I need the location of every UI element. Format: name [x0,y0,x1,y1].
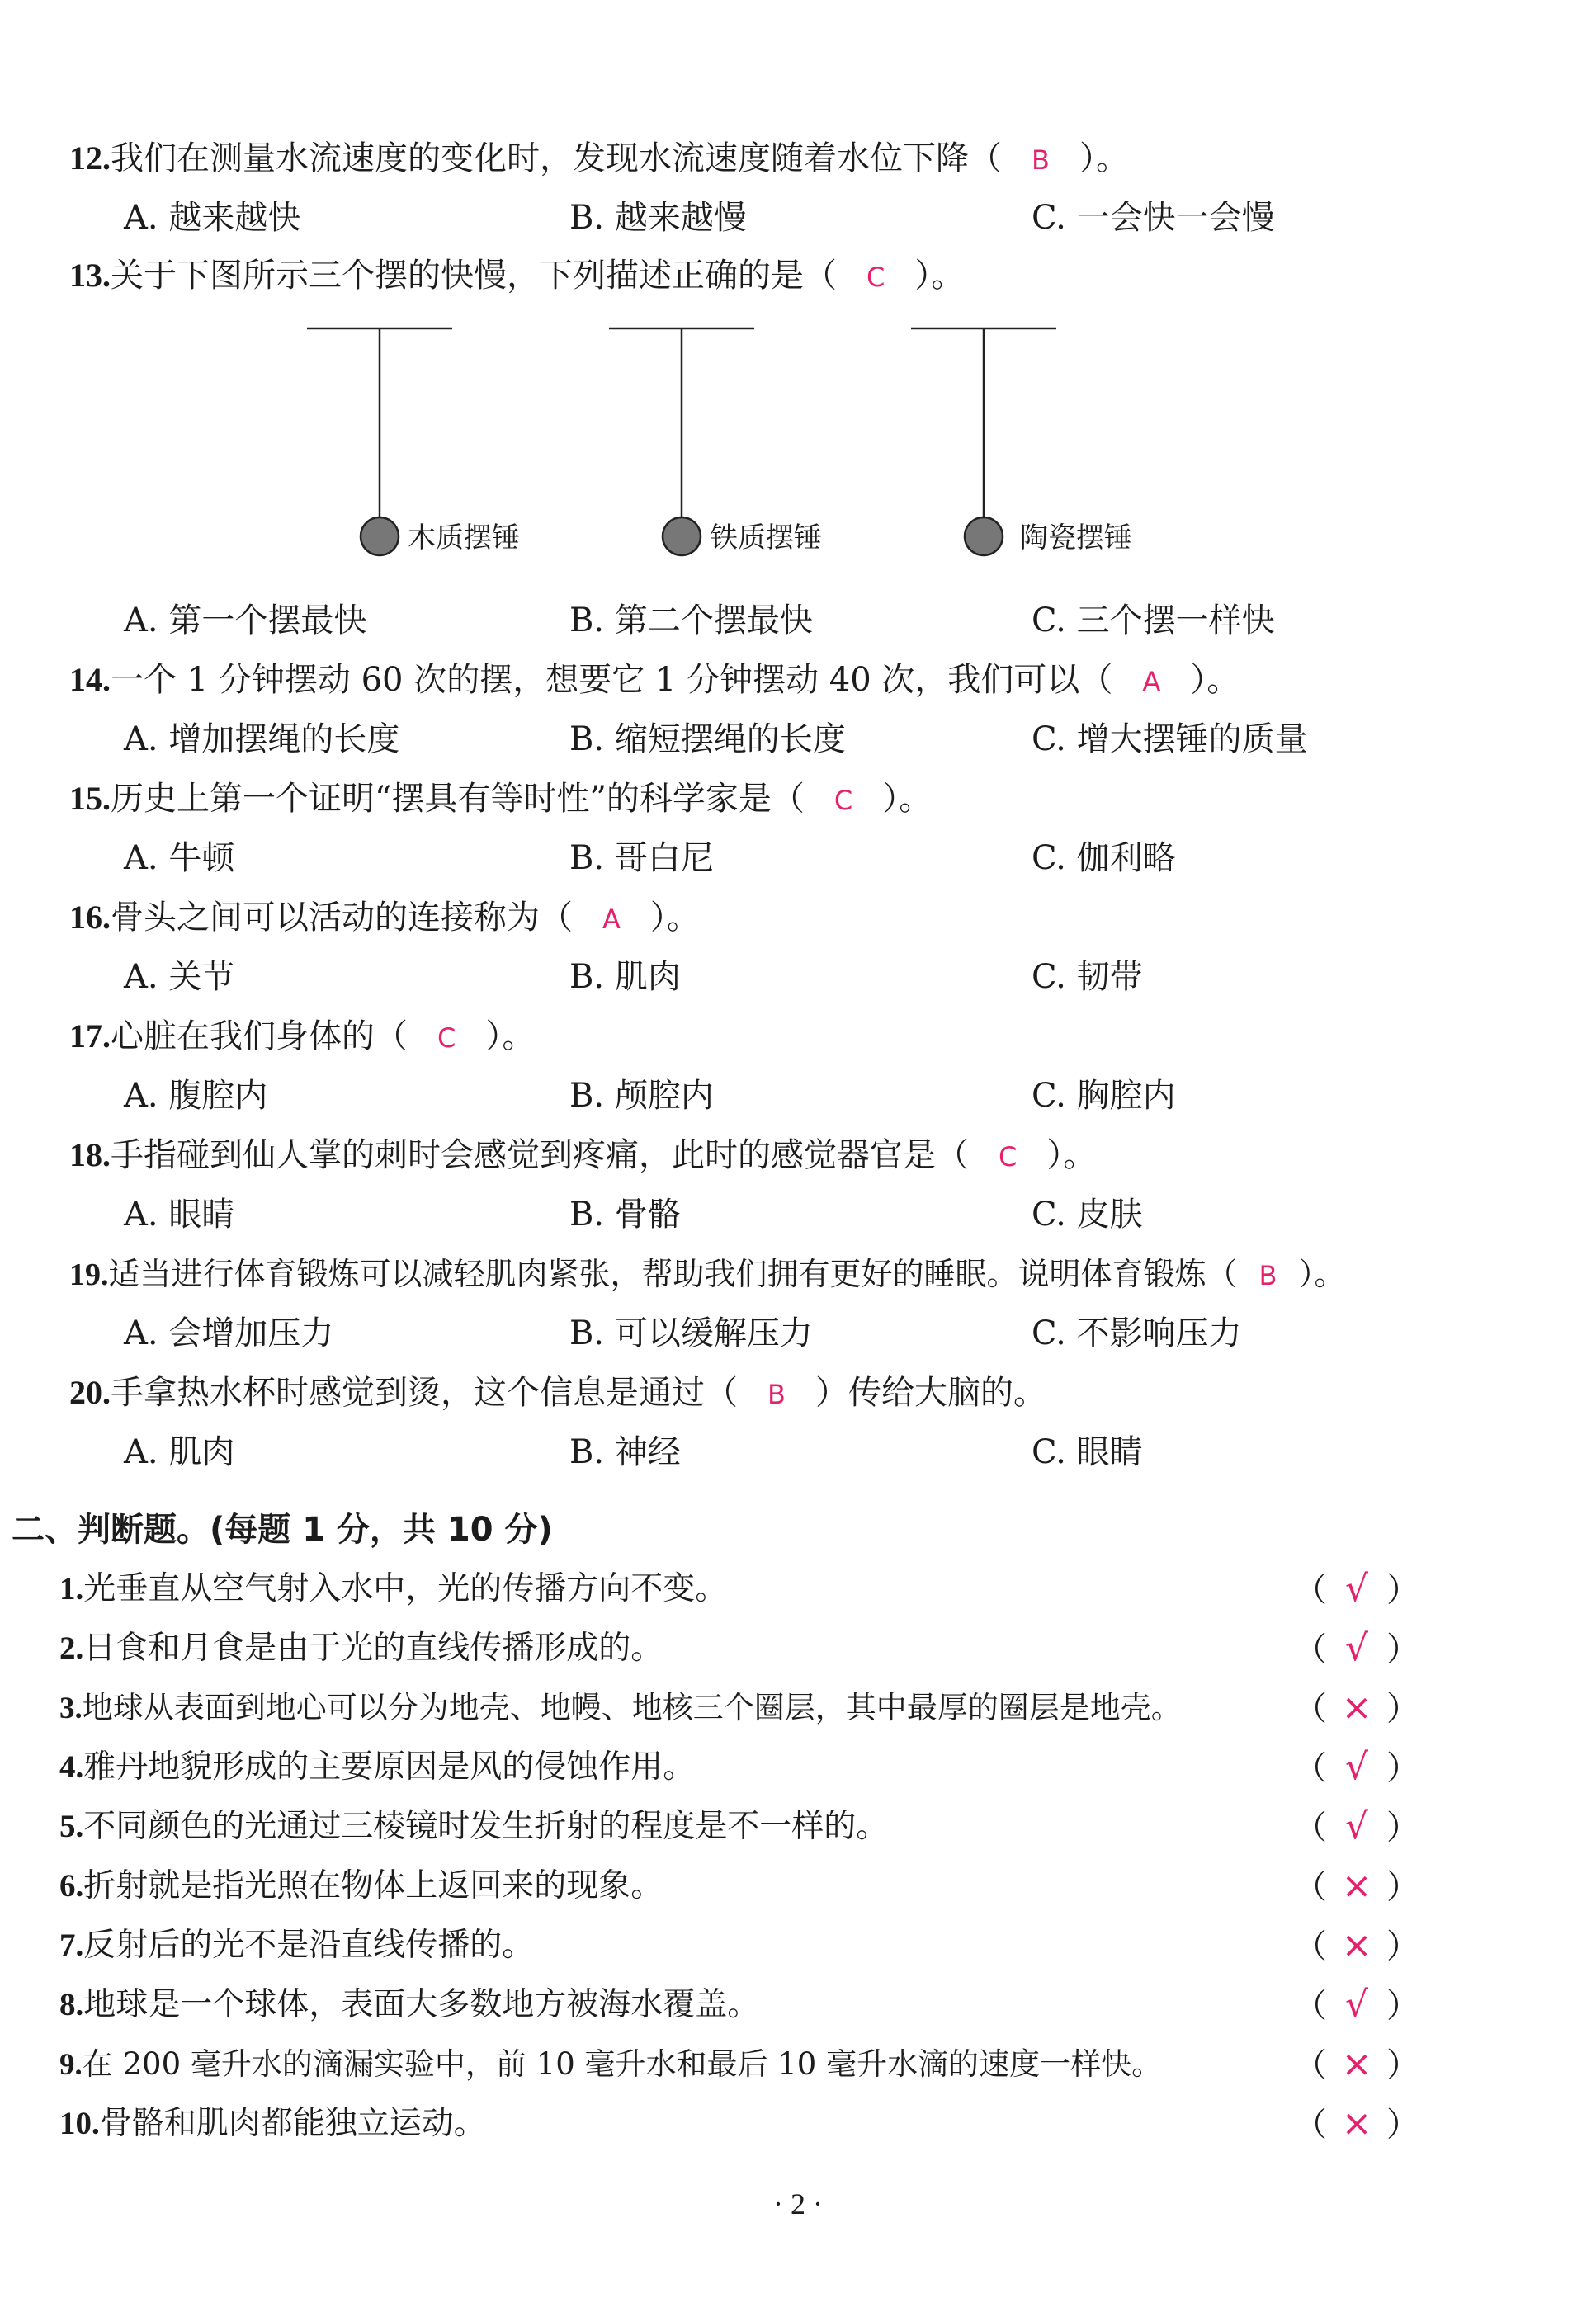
option-c: C. 胸腔内 [1032,1077,1176,1115]
tf-number: 7. [59,1928,84,1963]
option-a: A. 肌肉 [124,1433,235,1471]
tf-mark-2 [1294,1626,1419,1673]
tf-text: 折射就是指光照在物体上返回来的现象。 [83,1867,663,1904]
paren-close: ） [1386,2046,1419,2084]
option-a: A. 关节 [124,958,235,996]
option-c: C. 皮肤 [1032,1196,1143,1234]
cross-mark-icon: × [1341,2043,1372,2085]
cross-mark-icon: × [1341,1865,1372,1907]
answer-mark: A [602,904,621,935]
question-number: 15. [69,780,111,817]
question-text-end: ）。 [914,257,965,295]
paren-open: （ [1294,1749,1327,1787]
tf-item-8 [59,1982,759,2028]
question-18 [69,1132,1096,1180]
question-text-end: ）。 [485,1017,536,1055]
tf-number: 1. [59,1571,84,1607]
question-14 [69,657,1239,705]
pendulum-2-bob [663,517,701,555]
tf-item-7 [59,1923,534,1969]
paren-close: ） [1386,1809,1419,1847]
question-text-end: ）。 [1046,1136,1097,1174]
paren-close: ） [1386,1749,1419,1787]
question-number: 18. [69,1136,111,1173]
question-text-end: ）。 [882,780,933,818]
option-b: B. 哥白尼 [569,839,714,877]
question-16 [69,894,700,942]
tf-text: 地球是一个球体，表面大多数地方被海水覆盖。 [83,1986,760,2023]
option-b: B. 缩短摆绳的长度 [569,720,846,758]
tf-item-9 [59,2041,1162,2088]
option-c: C. 增大摆锤的质量 [1032,720,1308,758]
paren-close: ） [1386,2106,1419,2144]
tf-mark-4 [1294,1744,1419,1791]
tf-item-6 [59,1863,663,1909]
paren-open: （ [1294,1987,1327,2025]
option-c: C. 三个摆一样快 [1032,602,1275,639]
question-text: 我们在测量水流速度的变化时，发现水流速度随着水位下降（ [111,139,1002,177]
question-number: 16. [69,899,111,936]
tf-text: 不同颜色的光通过三棱镜时发生折射的程度是不一样的。 [83,1808,889,1845]
option-a: A. 越来越快 [124,199,301,237]
question-number: 19. [69,1258,109,1292]
question-number: 12. [69,139,111,177]
option-b: B. 神经 [569,1433,681,1471]
tf-item-10 [59,2101,486,2147]
tf-mark-10 [1294,2101,1419,2148]
option-a: A. 眼睛 [124,1196,235,1234]
option-a: A. 第一个摆最快 [124,602,367,639]
question-17 [69,1013,535,1061]
pendulum-1-bob [361,517,399,555]
pendulum-figure [0,0,1596,594]
option-b: B. 越来越慢 [569,199,747,237]
answer-mark: B [767,1379,786,1410]
question-15 [69,776,932,823]
answer-mark: C [437,1022,456,1054]
question-text-end: ）。 [649,899,700,937]
question-text: 手指碰到仙人掌的刺时会感觉到疼痛，此时的感觉器官是（ [111,1136,969,1174]
paren-open: （ [1294,1571,1327,1609]
tf-mark-9 [1294,2041,1419,2088]
tf-number: 4. [59,1749,84,1785]
question-text-end: ）。 [1079,139,1129,177]
tf-item-5 [59,1804,888,1850]
tf-number: 9. [59,2048,83,2082]
section-heading: 二、判断题。(每题 1 分，共 10 分) [12,1511,553,1549]
option-b: B. 骨骼 [569,1196,681,1234]
question-text: 关于下图所示三个摆的快慢，下列描述正确的是（ [111,257,837,295]
option-c: C. 眼睛 [1032,1433,1143,1471]
option-a: A. 增加摆绳的长度 [124,720,400,758]
question-19 [69,1251,1345,1299]
page-number: · 2 · [773,2187,823,2220]
tf-number: 2. [59,1630,84,1666]
question-text: 历史上第一个证明“摆具有等时性”的科学家是（ [111,780,805,818]
option-b: B. 第二个摆最快 [569,602,813,639]
question-20 [69,1370,1046,1418]
question-text-end: ）。 [1298,1256,1346,1292]
tf-number: 8. [59,1987,84,2022]
option-c: C. 不影响压力 [1032,1314,1242,1352]
option-c: C. 韧带 [1032,958,1143,996]
question-text: 一个 1 分钟摆动 60 次的摆，想要它 1 分钟摆动 40 次，我们可以（ [111,661,1113,699]
paren-close: ） [1386,1690,1419,1728]
pendulum-3-label: 陶瓷摆锤 [1020,521,1132,554]
answer-mark: B [1032,144,1050,176]
tf-number: 3. [59,1692,83,1725]
check-mark-icon: √ [1344,1627,1369,1669]
tf-number: 5. [59,1809,84,1844]
tf-mark-8 [1294,1982,1419,2029]
paren-close: ） [1386,1630,1419,1668]
tf-item-3 [59,1685,1182,1732]
question-number: 17. [69,1017,111,1055]
cross-mark-icon: × [1341,1687,1372,1729]
option-b: B. 肌肉 [569,958,681,996]
question-number: 20. [69,1374,111,1411]
check-mark-icon: √ [1344,1805,1369,1847]
paren-close: ） [1386,1987,1419,2025]
question-text: 适当进行体育锻炼可以减轻肌肉紧张，帮助我们拥有更好的睡眠。说明体育锻炼（ [108,1256,1238,1292]
tf-mark-3 [1294,1685,1419,1732]
paren-close: ） [1386,1928,1419,1965]
tf-text: 反射后的光不是沿直线传播的。 [83,1927,535,1964]
tf-item-2 [59,1626,663,1672]
tf-text: 骨骼和肌肉都能独立运动。 [99,2105,486,2142]
tf-mark-7 [1294,1923,1419,1970]
answer-mark: C [833,785,853,816]
option-a: A. 牛顿 [124,839,235,877]
question-text: 骨头之间可以活动的连接称为（ [111,899,573,937]
cross-mark-icon: × [1341,2102,1372,2145]
tf-text: 雅丹地貌形成的主要原因是风的侵蚀作用。 [83,1748,696,1786]
paren-open: （ [1294,1630,1327,1668]
tf-mark-1 [1294,1566,1419,1613]
paren-open: （ [1294,1868,1327,1906]
question-text-end: ）传给大脑的。 [815,1374,1046,1412]
option-a: A. 会增加压力 [124,1314,334,1352]
tf-item-4 [59,1744,695,1791]
paren-open: （ [1294,1928,1327,1965]
pendulum-2-label: 铁质摆锤 [710,521,822,554]
question-number: 13. [69,257,111,294]
answer-mark: C [999,1141,1018,1173]
tf-text: 地球从表面到地心可以分为地壳、地幔、地核三个圈层，其中最厚的圈层是地壳。 [82,1690,1182,1725]
paren-open: （ [1294,2106,1327,2144]
paren-open: （ [1294,1809,1327,1847]
check-mark-icon: √ [1344,1746,1369,1788]
tf-item-1 [59,1566,727,1612]
tf-mark-6 [1294,1863,1419,1910]
cross-mark-icon: × [1341,1924,1372,1966]
question-text-end: ）。 [1190,661,1240,699]
paren-open: （ [1294,1690,1327,1728]
tf-number: 10. [59,2106,100,2141]
pendulum-1-label: 木质摆锤 [408,521,520,554]
paren-open: （ [1294,2046,1327,2084]
answer-mark: B [1258,1260,1277,1291]
option-c: C. 一会快一会慢 [1032,199,1275,237]
answer-mark: A [1142,666,1161,697]
question-number: 14. [69,661,111,698]
question-text: 手拿热水杯时感觉到烫，这个信息是通过（ [111,1374,738,1412]
tf-number: 6. [59,1868,84,1904]
tf-text: 在 200 毫升水的滴漏实验中，前 10 毫升水和最后 10 毫升水滴的速度一样快。 [82,2046,1163,2082]
option-a: A. 腹腔内 [124,1077,268,1115]
question-text: 心脏在我们身体的（ [111,1017,408,1055]
answer-mark: C [866,262,885,293]
paren-close: ） [1386,1868,1419,1906]
check-mark-icon: √ [1344,1984,1369,2026]
pendulum-3-bob [965,517,1003,555]
option-b: B. 可以缓解压力 [569,1314,813,1352]
option-c: C. 伽利略 [1032,839,1176,877]
tf-mark-5 [1294,1804,1419,1851]
check-mark-icon: √ [1344,1568,1369,1610]
paren-close: ） [1386,1571,1419,1609]
tf-text: 日食和月食是由于光的直线传播形成的。 [83,1630,663,1667]
option-b: B. 颅腔内 [569,1077,714,1115]
tf-text: 光垂直从空气射入水中，光的传播方向不变。 [83,1570,728,1607]
